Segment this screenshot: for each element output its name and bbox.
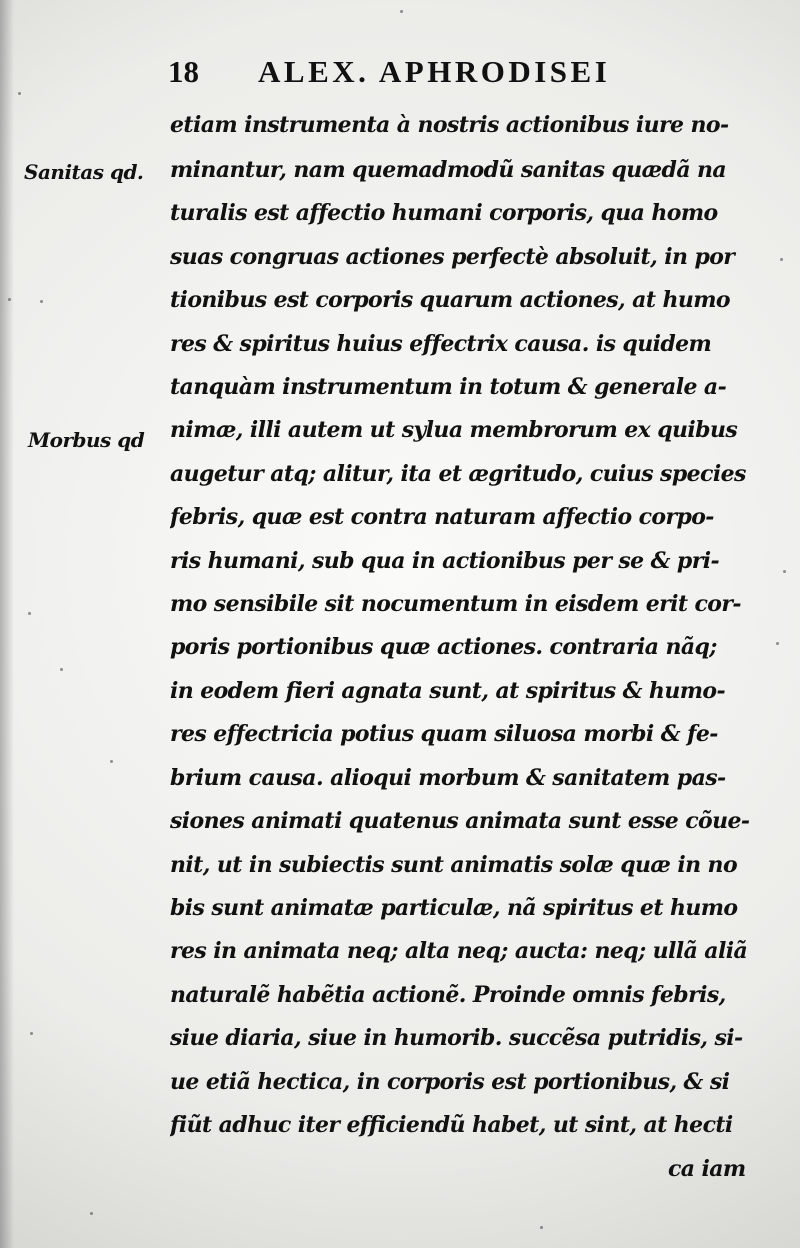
- ink-speck: [60, 668, 63, 671]
- text-line: nimæ, illi autem ut sylua membrorum ex quibus: [170, 417, 738, 443]
- text-line: tionibus est corporis quarum actiones, at humo: [170, 287, 730, 313]
- ink-speck: [40, 300, 43, 303]
- margin-note: Sanitas qd.: [24, 160, 144, 184]
- ink-speck: [18, 92, 21, 95]
- ink-speck: [90, 1212, 93, 1215]
- text-line: poris portionibus quæ actiones. contraria nãq;: [170, 634, 717, 660]
- text-line: fiũt adhuc iter efficiendũ habet, ut sint, at hecti: [170, 1112, 733, 1138]
- text-line: ris humani, sub qua in actionibus per se & pri-: [170, 548, 719, 574]
- page-header: [168, 52, 748, 92]
- page-number: 18: [168, 54, 199, 89]
- text-line: res effectricia potius quam siluosa morbi & fe-: [170, 721, 718, 747]
- catchword: ca iam: [668, 1156, 746, 1182]
- text-line: minantur, nam quemadmodũ sanitas quædã na: [170, 157, 727, 183]
- running-title: ALEX. APHRODISEI: [258, 54, 611, 89]
- ink-speck: [400, 10, 403, 13]
- text-line: naturalẽ habẽtia actionẽ. Proinde omnis febris,: [170, 982, 726, 1008]
- text-line: suas congruas actiones perfectè absoluit, in por: [170, 244, 735, 270]
- margin-note: Morbus qd: [28, 428, 145, 452]
- ink-speck: [28, 612, 31, 615]
- ink-speck: [30, 1032, 33, 1035]
- text-line: tanquàm instrumentum in totum & generale a-: [170, 374, 727, 400]
- text-line: res & spiritus huius effectrix causa. is quidem: [170, 331, 712, 357]
- text-line: turalis est affectio humani corporis, qua homo: [170, 200, 718, 226]
- text-line: mo sensibile sit nocumentum in eisdem erit cor-: [170, 591, 741, 617]
- text-line: res in animata neq; alta neq; aucta: neq; ullã aliã: [170, 938, 748, 964]
- ink-speck: [110, 760, 113, 763]
- text-line: augetur atq; alitur, ita et ægritudo, cuius species: [170, 461, 746, 487]
- ink-speck: [776, 642, 779, 645]
- text-line: siones animati quatenus animata sunt esse cõue-: [170, 808, 750, 834]
- ink-speck: [8, 298, 11, 301]
- ink-speck: [540, 1226, 543, 1229]
- text-line: febris, quæ est contra naturam affectio corpo-: [170, 504, 714, 530]
- text-line: nit, ut in subiectis sunt animatis solæ quæ in no: [170, 852, 738, 878]
- text-line: in eodem fieri agnata sunt, at spiritus & humo-: [170, 678, 725, 704]
- text-line: siue diaria, siue in humorib. succẽsa putridis, si-: [170, 1025, 743, 1051]
- ink-speck: [780, 258, 783, 261]
- text-line: bis sunt animatæ particulæ, nã spiritus et humo: [170, 895, 738, 921]
- text-line: brium causa. alioqui morbum & sanitatem pas-: [170, 765, 726, 791]
- text-line: etiam instrumenta à nostris actionibus iure no-: [170, 112, 729, 138]
- ink-speck: [783, 570, 786, 573]
- text-line: ue etiã hectica, in corporis est portionibus, & si: [170, 1069, 730, 1095]
